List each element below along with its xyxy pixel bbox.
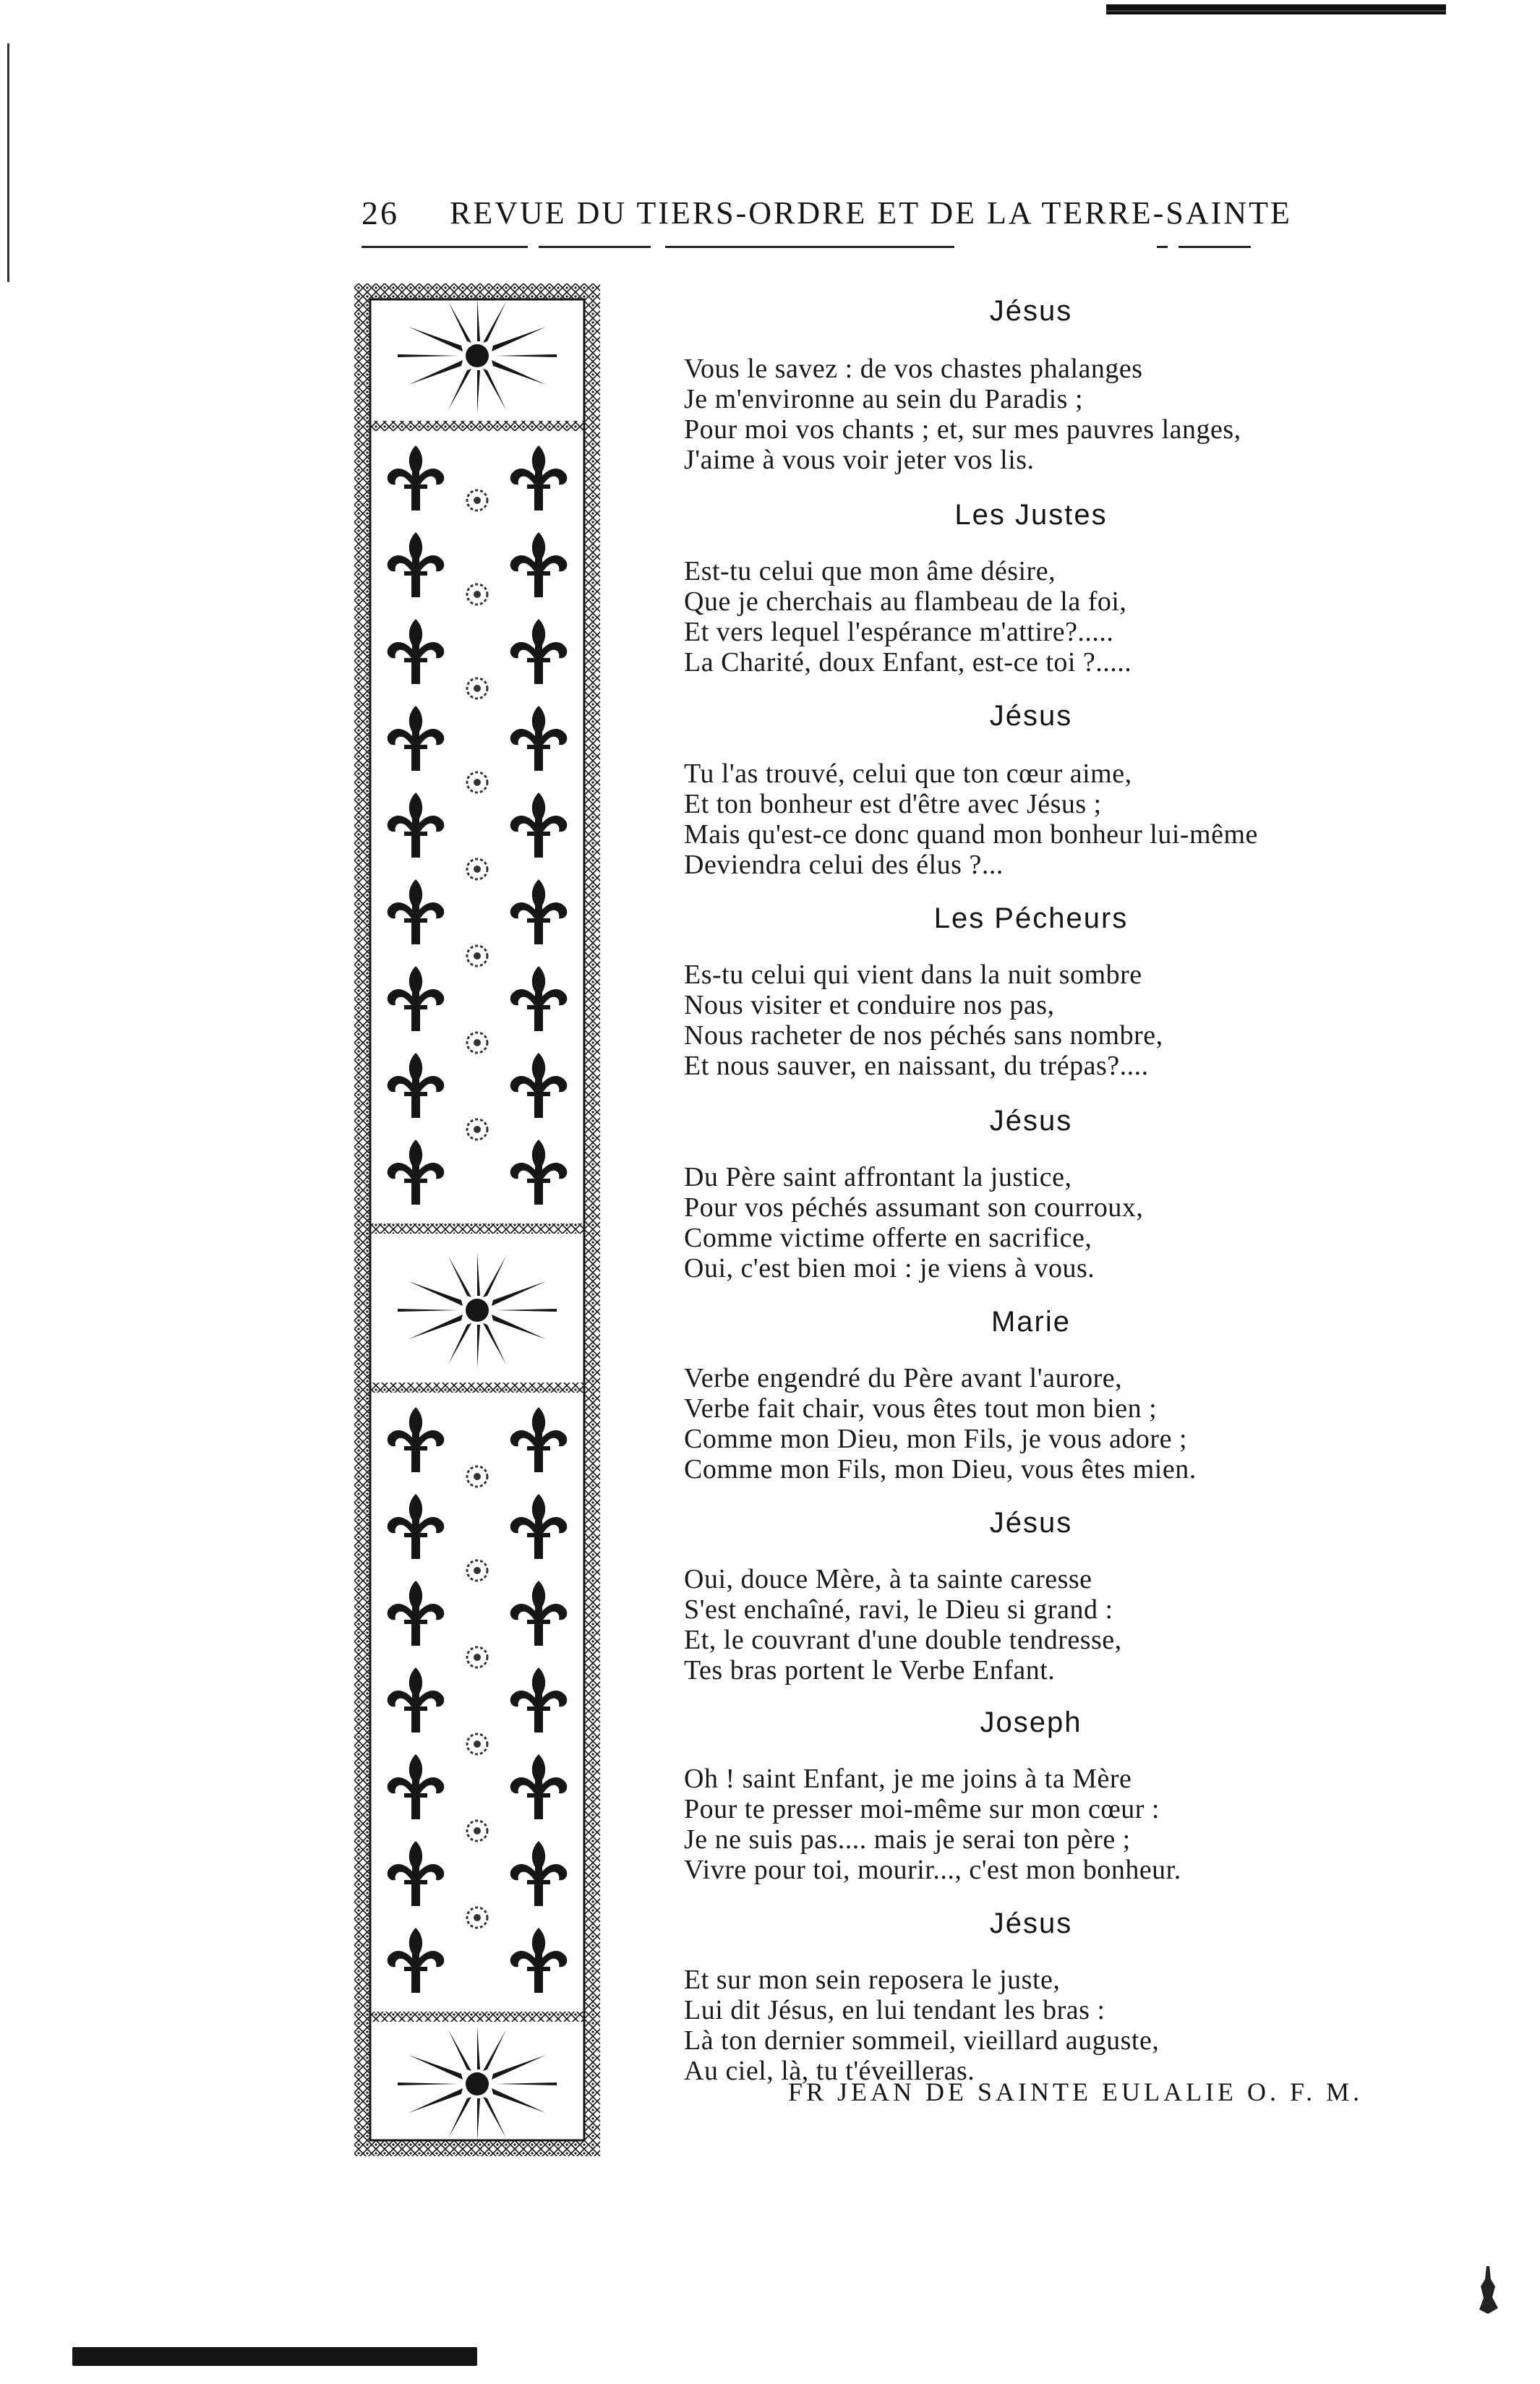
verse-line: Mais qu'est-ce donc quand mon bonheur lui-même (684, 819, 1258, 850)
running-header (362, 189, 1292, 236)
verse-line: Comme mon Fils, mon Dieu, vous êtes mien. (684, 1454, 1197, 1484)
scan-edge-bar-bottom (72, 2347, 477, 2366)
verse-line: Je m'environne au sein du Paradis ; (684, 384, 1084, 414)
ink-smudge (1473, 2265, 1502, 2315)
verse-line: J'aime à vous voir jeter vos lis. (684, 445, 1035, 475)
verse-line: Et nous sauver, en naissant, du trépas?.... (684, 1051, 1149, 1081)
speaker-heading: Joseph (980, 1706, 1082, 1738)
verse-line: La Charité, doux Enfant, est-ce toi ?..... (684, 647, 1132, 678)
verse-line: Du Père saint affrontant la justice, (684, 1162, 1072, 1192)
scan-edge-mark-left (7, 43, 9, 282)
header-rule (362, 246, 1251, 248)
page-number: 26 (362, 194, 399, 231)
verse-line: Oui, douce Mère, à ta sainte caresse (684, 1564, 1092, 1594)
verse-line: Au ciel, là, tu t'éveilleras. (684, 2056, 975, 2086)
verse-line: Tes bras portent le Verbe Enfant. (684, 1655, 1056, 1686)
verse-line: Oh ! saint Enfant, je me joins à ta Mère (684, 1764, 1132, 1794)
verse-line: Et vers lequel l'espérance m'attire?..... (684, 617, 1114, 647)
scan-edge-line-top (1106, 10, 1446, 12)
verse-line: S'est enchaîné, ravi, le Dieu si grand : (684, 1594, 1113, 1625)
verse-line: Que je cherchais au flambeau de la foi, (684, 586, 1127, 617)
verse-line: Pour te presser moi-même sur mon cœur : (684, 1794, 1160, 1824)
scan-edge-bar-top (1106, 4, 1446, 14)
speaker-heading: Les Pécheurs (933, 902, 1129, 934)
verse-line: Verbe engendré du Père avant l'aurore, (684, 1363, 1123, 1393)
verse-line: Deviendra celui des élus ?... (684, 850, 1004, 880)
verse-line: Verbe fait chair, vous êtes tout mon bien ; (684, 1393, 1158, 1424)
speaker-heading: Marie (991, 1306, 1071, 1338)
verse-line: Pour moi vos chants ; et, sur mes pauvres langes, (684, 414, 1241, 445)
running-title: REVUE DU TIERS-ORDRE ET DE LA TERRE-SAINTE (450, 195, 1292, 231)
speaker-heading: Jésus (989, 700, 1073, 732)
speaker-heading: Les Justes (954, 499, 1108, 531)
verse-line: Nous visiter et conduire nos pas, (684, 990, 1055, 1020)
speaker-heading: Jésus (989, 1907, 1073, 1939)
verse-line: Es-tu celui qui vient dans la nuit sombre (684, 960, 1142, 990)
verse-line: Lui dit Jésus, en lui tendant les bras : (684, 1995, 1105, 2025)
verse-line: Tu l'as trouvé, celui que ton cœur aime, (684, 759, 1132, 789)
speaker-heading: Jésus (989, 1105, 1073, 1137)
speaker-heading: Jésus (989, 295, 1073, 327)
verse-line: Et, le couvrant d'une double tendresse, (684, 1625, 1122, 1655)
verse-line: Pour vos péchés assumant son courroux, (684, 1192, 1144, 1223)
verse-line: Comme victime offerte en sacrifice, (684, 1223, 1092, 1253)
verse-line: Nous racheter de nos péchés sans nombre, (684, 1020, 1163, 1051)
verse-line: Oui, c'est bien moi : je viens à vous. (684, 1253, 1095, 1283)
verse-line: Est-tu celui que mon âme désire, (684, 556, 1056, 586)
verse-line: Je ne suis pas.... mais je serai ton père ; (684, 1824, 1131, 1855)
verse-line: Comme mon Dieu, mon Fils, je vous adore ; (684, 1424, 1188, 1454)
verse-line: Là ton dernier sommeil, vieillard auguste, (684, 2025, 1160, 2056)
speaker-heading: Jésus (989, 1507, 1073, 1539)
verse-line: Vivre pour toi, mourir..., c'est mon bonheur. (684, 1855, 1181, 1885)
verse-line: Et ton bonheur est d'être avec Jésus ; (684, 789, 1102, 819)
verse-line: Vous le savez : de vos chastes phalanges (684, 354, 1143, 384)
verse-line: Et sur mon sein reposera le juste, (684, 1965, 1061, 1995)
ornamental-border (354, 283, 600, 2156)
author-signature: FR JEAN DE SAINTE EULALIE O. F. M. (788, 2077, 1364, 2106)
